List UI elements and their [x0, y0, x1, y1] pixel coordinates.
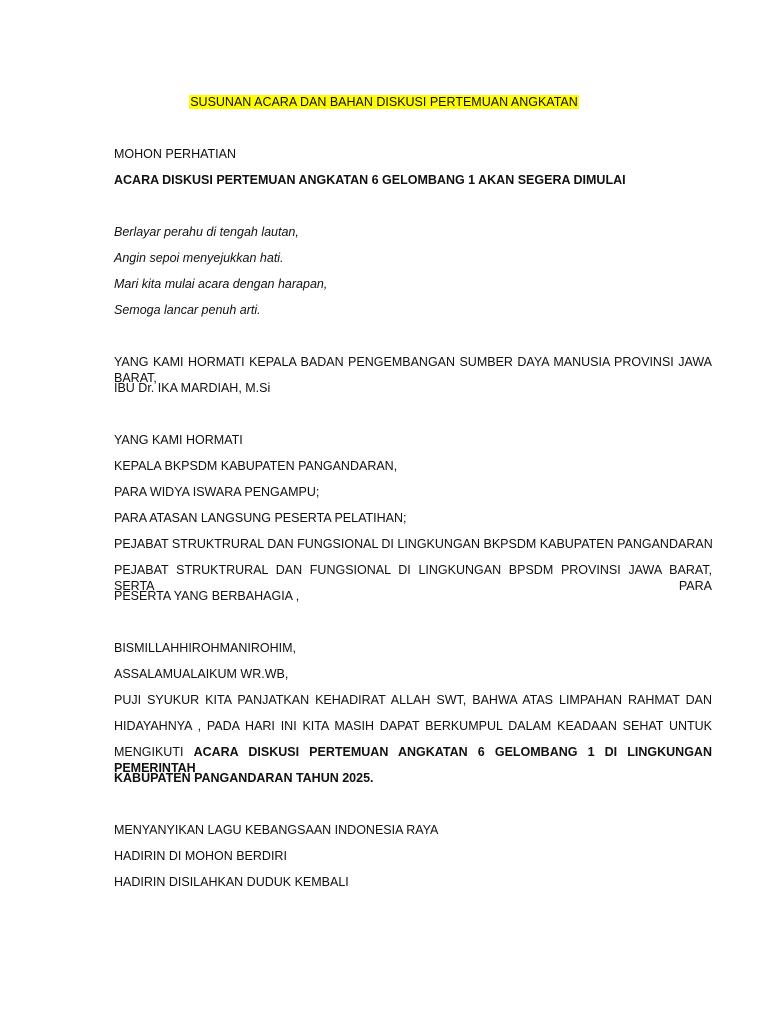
gratitude-line: HIDAYAHNYA , PADA HARI INI KITA MASIH DAPAT BERKUMPUL DALAM KEADAAN SEHAT UNTUK [114, 719, 712, 733]
honored-list-item: PEJABAT STRUKTRURAL DAN FUNGSIONAL DI LINGKUNGAN BKPSDM KABUPATEN PANGANDARAN [114, 537, 713, 551]
pantun-line: Angin sepoi menyejukkan hati. [114, 251, 284, 265]
anthem-line: MENYANYIKAN LAGU KEBANGSAAN INDONESIA RAYA [114, 823, 439, 837]
honored-list-item: PEJABAT STRUKTRURAL DAN FUNGSIONAL DI LINGKUNGAN BPSDM PROVINSI JAWA BARAT, SERTA PARA [114, 563, 712, 593]
attention-heading: MOHON PERHATIAN [114, 147, 236, 161]
gratitude-line: PUJI SYUKUR KITA PANJATKAN KEHADIRAT ALLAH SWT, BAHWA ATAS LIMPAHAN RAHMAT DAN [114, 693, 712, 707]
honored-head-name: IBU Dr. IKA MARDIAH, M.Si [114, 381, 271, 395]
pantun-line: Semoga lancar penuh arti. [114, 303, 261, 317]
announcement-text: ACARA DISKUSI PERTEMUAN ANGKATAN 6 GELOMBANG 1 AKAN SEGERA DIMULAI [114, 173, 626, 187]
bismillah-text: BISMILLAHHIROHMANIROHIM, [114, 641, 296, 655]
pantun-line: Berlayar perahu di tengah lautan, [114, 225, 299, 239]
title-highlight: SUSUNAN ACARA DAN BAHAN DISKUSI PERTEMUAN ANGKATAN [190, 95, 578, 109]
document-title [0, 94, 768, 110]
honored-head-line: YANG KAMI HORMATI KEPALA BADAN PENGEMBANGAN SUMBER DAYA MANUSIA PROVINSI JAWA BARAT, [114, 355, 712, 385]
honored-list-intro: YANG KAMI HORMATI [114, 433, 243, 447]
honored-list-item: PESERTA YANG BERBAHAGIA , [114, 589, 300, 603]
pantun-line: Mari kita mulai acara dengan harapan, [114, 277, 328, 291]
honored-list-item: PARA ATASAN LANGSUNG PESERTA PELATIHAN; [114, 511, 407, 525]
salam-text: ASSALAMUALAIKUM WR.WB, [114, 667, 289, 681]
honored-list-item: PARA WIDYA ISWARA PENGAMPU; [114, 485, 320, 499]
honored-list-item: KEPALA BKPSDM KABUPATEN PANGANDARAN, [114, 459, 398, 473]
anthem-line: HADIRIN DISILAHKAN DUDUK KEMBALI [114, 875, 349, 889]
event-name-bold: ACARA DISKUSI PERTEMUAN ANGKATAN 6 GELOMBANG 1 DI LINGKUNGAN PEMERINTAH [114, 745, 712, 775]
anthem-line: HADIRIN DI MOHON BERDIRI [114, 849, 287, 863]
event-name-bold-continued: KABUPATEN PANGANDARAN TAHUN 2025. [114, 771, 374, 785]
gratitude-plain-text: MENGIKUTI [114, 745, 184, 759]
